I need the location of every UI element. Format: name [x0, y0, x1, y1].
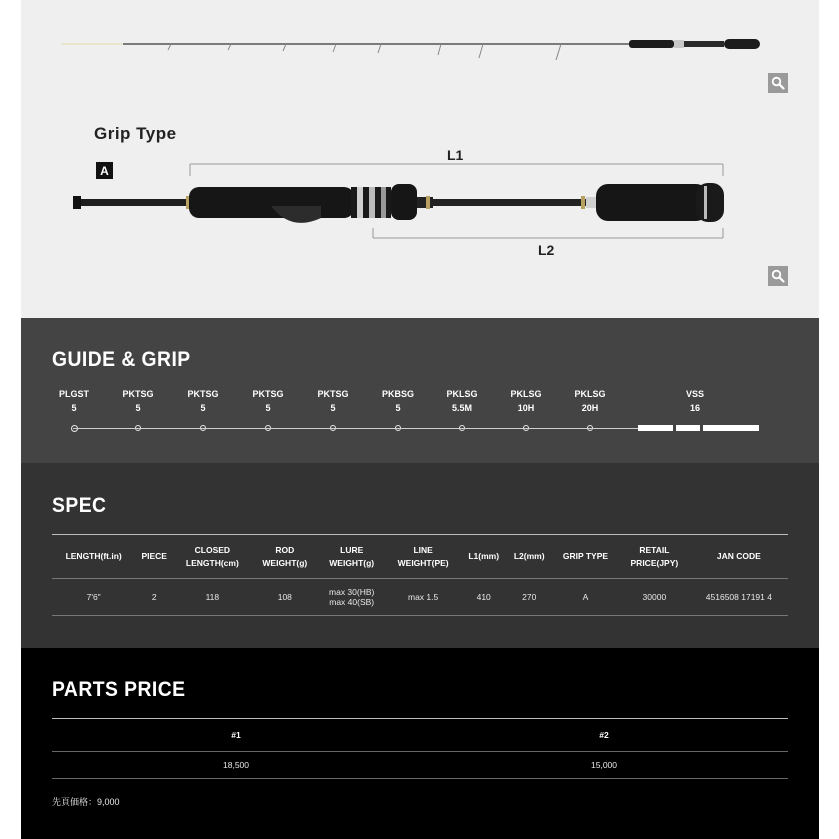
spec-header-cell: RETAIL PRICE(JPY)	[619, 535, 690, 579]
spec-cell: 30000	[619, 579, 690, 616]
spec-cell: A	[552, 579, 619, 616]
rod-illustration	[21, 0, 819, 318]
spec-cell: 118	[173, 579, 251, 616]
spec-header-cell: L1(mm)	[461, 535, 507, 579]
guide-size: 20H	[581, 403, 599, 413]
guide-label	[560, 387, 620, 415]
guide-label	[173, 387, 233, 415]
spec-header-cell: LURE WEIGHT(g)	[318, 535, 385, 579]
parts-header-cell: #1	[52, 719, 420, 752]
guide-size: 5	[330, 403, 336, 413]
reel-seat-size: 16	[689, 403, 700, 413]
guide-name: PKLSG	[574, 389, 606, 399]
guide-label	[496, 387, 556, 415]
product-page	[21, 0, 819, 839]
spec-table	[52, 534, 788, 616]
guide-size: 10H	[517, 403, 535, 413]
spec-cell: 410	[461, 579, 507, 616]
grip-type-title: Grip Type	[94, 124, 177, 143]
spec-header-cell: L2(mm)	[506, 535, 552, 579]
guide-name: PKBSG	[381, 389, 414, 399]
spec-header-row	[52, 535, 788, 579]
spec-cell: 108	[252, 579, 319, 616]
guide-size: 5	[135, 403, 141, 413]
guide-grip-section	[21, 318, 819, 463]
zoom-button-rod[interactable]	[768, 73, 788, 93]
spec-header-cell: CLOSED LENGTH(cm)	[173, 535, 251, 579]
grip-closeup-image	[73, 164, 724, 238]
guide-name: PLGST	[58, 389, 89, 399]
parts-header-row	[52, 719, 788, 752]
spec-header-cell: LENGTH(ft.in)	[52, 535, 135, 579]
guide-label	[238, 387, 298, 415]
parts-note: 先頁価格：9,000	[52, 797, 120, 807]
guide-name: PKTSG	[187, 389, 219, 399]
full-rod-image	[61, 39, 760, 60]
guide-name: PKTSG	[317, 389, 349, 399]
guide-label	[368, 387, 428, 415]
guide-label	[432, 387, 492, 415]
guide-size: 5	[265, 403, 271, 413]
l2-label: L2	[538, 242, 555, 258]
guide-grip-title: GUIDE & GRIP	[52, 348, 191, 371]
reel-seat-label	[665, 387, 725, 415]
grip-bar-2	[676, 425, 700, 431]
spec-cell: 2	[135, 579, 173, 616]
spec-title: SPEC	[52, 494, 107, 517]
spec-cell: 4516508 17191 4	[690, 579, 788, 616]
magnifier-icon	[771, 269, 785, 283]
grip-type-badge: A	[96, 162, 113, 179]
magnifier-icon	[771, 76, 785, 90]
spec-row	[52, 579, 788, 616]
spec-section	[21, 463, 819, 648]
spec-header-cell: LINE WEIGHT(PE)	[385, 535, 461, 579]
spec-cell: 270	[506, 579, 552, 616]
parts-header-cell: #2	[420, 719, 788, 752]
guide-line	[73, 428, 638, 429]
spec-cell: max 1.5	[385, 579, 461, 616]
guide-label	[44, 387, 104, 415]
guide-size: 5.5M	[451, 403, 472, 413]
spec-header-cell: ROD WEIGHT(g)	[252, 535, 319, 579]
spec-cell: 7'6"	[52, 579, 135, 616]
spec-header-cell: GRIP TYPE	[552, 535, 619, 579]
parts-price-section	[21, 648, 819, 839]
l1-label: L1	[447, 147, 464, 163]
parts-cell: 18,500	[52, 752, 420, 779]
guide-size: 5	[71, 403, 77, 413]
parts-row	[52, 752, 788, 779]
spec-cell: max 30(HB) max 40(SB)	[318, 579, 385, 616]
parts-price-title: PARTS PRICE	[52, 678, 186, 701]
guide-name: PKLSG	[510, 389, 542, 399]
parts-table	[52, 718, 788, 779]
guide-label	[108, 387, 168, 415]
zoom-button-grip[interactable]	[768, 266, 788, 286]
guide-name: PKTSG	[252, 389, 284, 399]
guide-name: PKLSG	[446, 389, 478, 399]
reel-seat-name: VSS	[685, 389, 704, 399]
parts-cell: 15,000	[420, 752, 788, 779]
guide-size: 5	[395, 403, 401, 413]
guide-name: PKTSG	[122, 389, 154, 399]
product-image-area	[21, 0, 819, 318]
grip-bar-3	[703, 425, 759, 431]
spec-header-cell: JAN CODE	[690, 535, 788, 579]
guide-label	[303, 387, 363, 415]
guide-size: 5	[200, 403, 206, 413]
grip-bar-1	[638, 425, 673, 431]
spec-header-cell: PIECE	[135, 535, 173, 579]
